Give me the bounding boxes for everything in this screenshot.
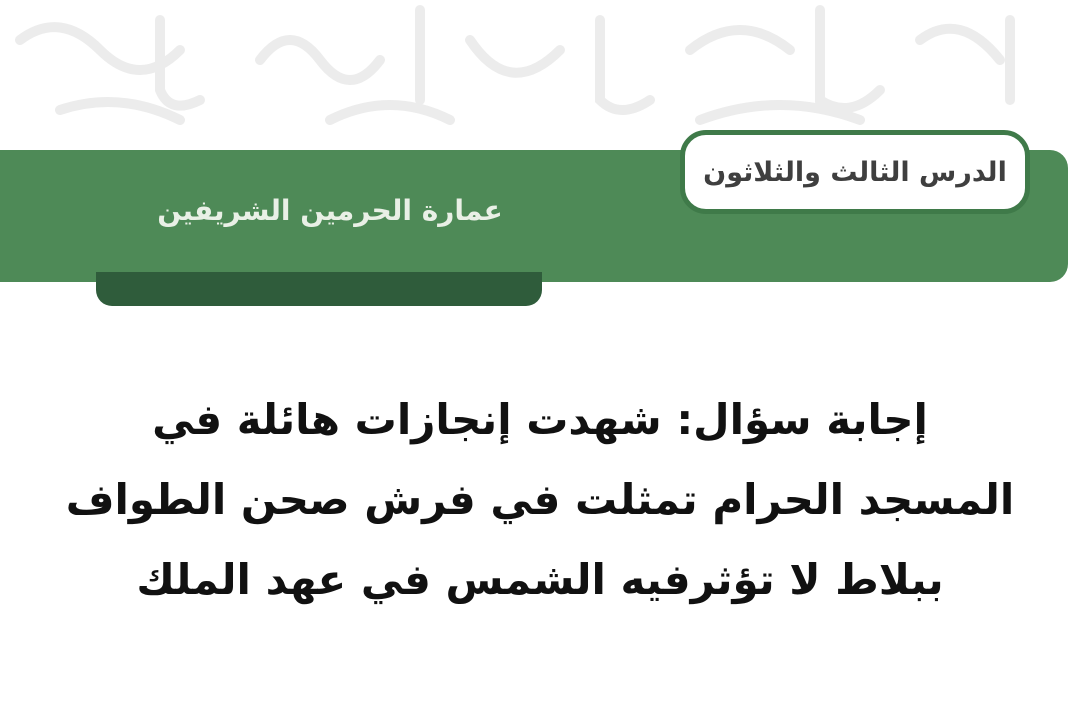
banner-lower-tab bbox=[96, 272, 542, 306]
question-line-1: إجابة سؤال: شهدت إنجازات هائلة في bbox=[152, 395, 928, 444]
question-line-3: ببلاط لا تؤثرفيه الشمس في عهد الملك bbox=[136, 555, 944, 604]
question-text bbox=[40, 380, 1040, 620]
lesson-title: عمارة الحرمين الشريفين bbox=[157, 194, 503, 227]
lesson-number-box bbox=[680, 130, 1030, 214]
lesson-banner bbox=[0, 120, 1080, 320]
question-line-2: المسجد الحرام تمثلت في فرش صحن الطواف bbox=[65, 475, 1015, 524]
lesson-label: الدرس الثالث والثلاثون bbox=[703, 156, 1007, 188]
